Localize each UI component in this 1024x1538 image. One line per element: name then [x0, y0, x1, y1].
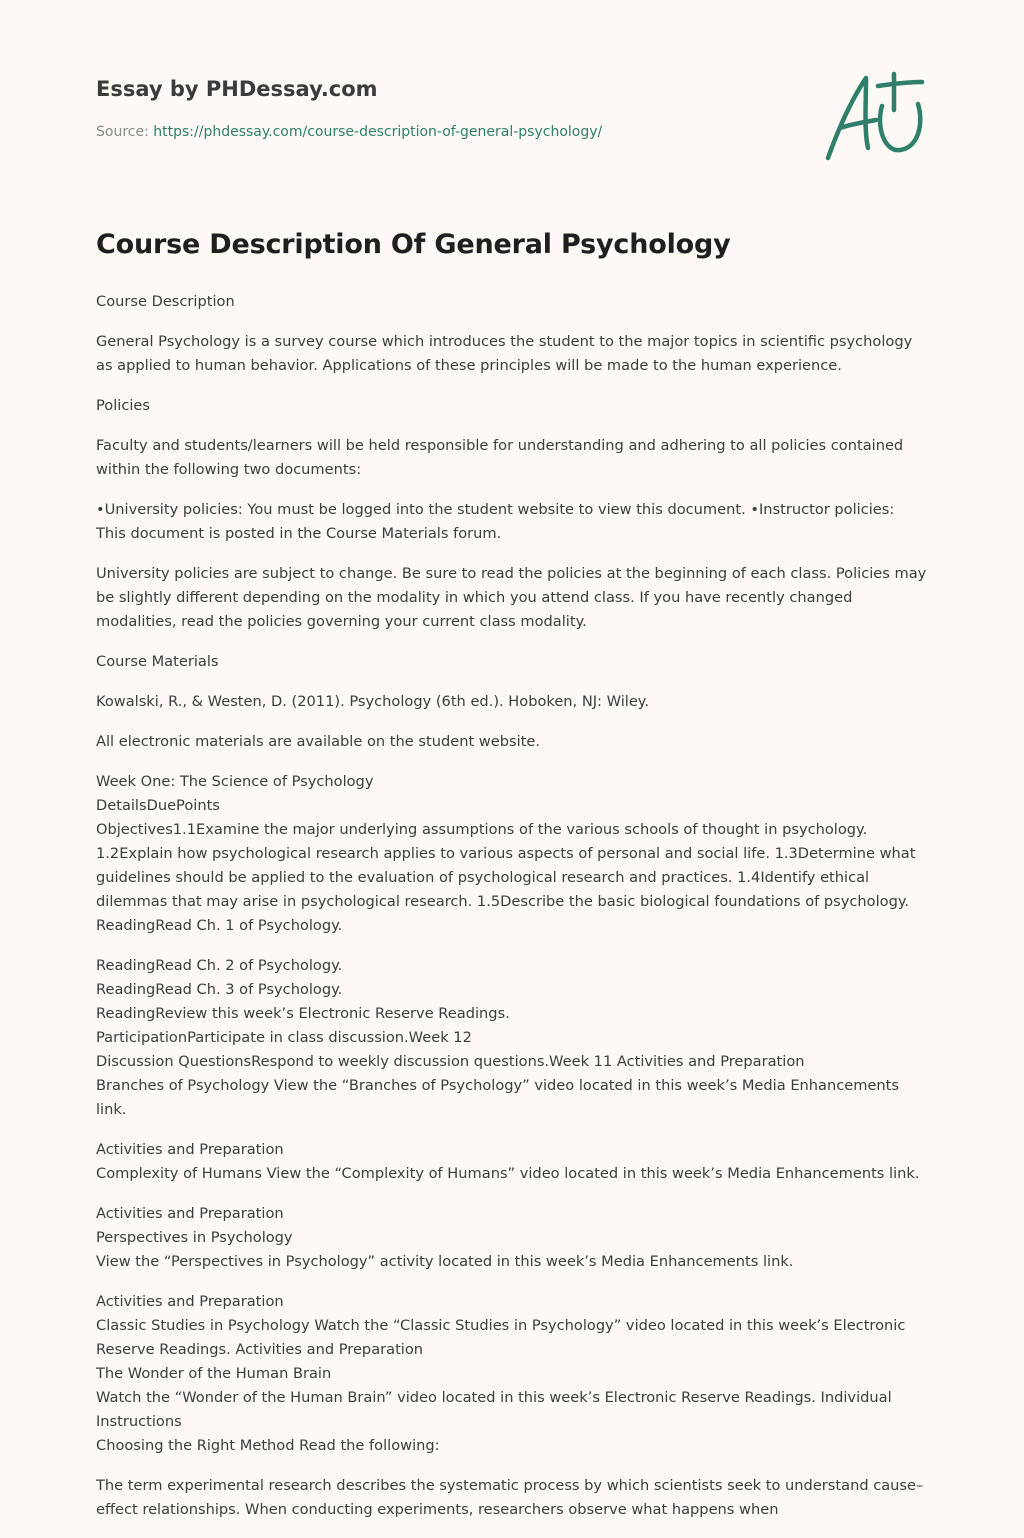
source-link[interactable]: https://phdessay.com/course-description-of-general-psychology/ — [153, 124, 603, 140]
page-header — [96, 74, 796, 142]
paragraph: Course Materials — [96, 653, 219, 670]
paragraph: Activities and Preparation Perspectives in Psychology View the “Perspectives in Psychology” activity located in this week’s Media Enhancements link. — [96, 1205, 794, 1270]
document-title: Course Description Of General Psychology — [96, 229, 731, 260]
paragraph: Faculty and students/learners will be held responsible for understanding and adhering to all policies contained within the following two documents: — [96, 437, 904, 478]
paragraph: Week One: The Science of Psychology DetailsDuePoints Objectives1.1Examine the major underlying assumptions of the various schools of thought in psychology. 1.2Explain how psychological research applies to various aspects of personal and social life. 1.3Determine what guidelines should be applied to the evaluation of psychological research and practices. 1.4Identify ethical dilemmas that may arise in psychological research. 1.5Describe the basic biological foundations of psychology. ReadingRead Ch. 1 of Psychology. — [96, 773, 916, 934]
source-line — [96, 122, 796, 142]
paragraph: The term experimental research describes the systematic process by which scientists seek to understand cause–effect relationships. When conducting experiments, researchers observe what happens when — [96, 1477, 924, 1518]
paragraph: ReadingRead Ch. 2 of Psychology. ReadingRead Ch. 3 of Psychology. ReadingReview this week’s Electronic Reserve Readings. ParticipationParticipate in class discussion.Week 12 Discussion QuestionsRespond to weekly discussion questions.Week 11 Activities and Preparation Branches of Psychology View the “Branches of Psychology” video located in this week’s Media Enhancements link. — [96, 957, 899, 1118]
site-title: Essay by PHDessay.com — [96, 77, 378, 101]
paragraph: •University policies: You must be logged into the student website to view this document. •Instructor policies: This document is posted in the Course Materials forum. — [96, 501, 895, 542]
paragraph: Activities and Preparation Classic Studies in Psychology Watch the “Classic Studies in Psychology” video located in this week’s Electronic Reserve Readings. Activities and Preparation The Wonder of the Human Brain Watch the “Wonder of the Human Brain” video located in this week’s Electronic Reserve Readings. Individual Instructions Choosing the Right Method Read the following: — [96, 1293, 906, 1454]
paragraph: All electronic materials are available on the student website. — [96, 733, 540, 750]
paragraph: Kowalski, R., & Westen, D. (2011). Psychology (6th ed.). Hoboken, NJ: Wiley. — [96, 693, 649, 710]
paragraph: General Psychology is a survey course which introduces the student to the major topics in scientific psychology as applied to human behavior. Applications of these principles will be made to the human experience. — [96, 333, 913, 374]
paragraph: Activities and Preparation Complexity of Humans View the “Complexity of Humans” video located in this week’s Media Enhancements link. — [96, 1141, 920, 1182]
paragraph: Policies — [96, 397, 150, 414]
paragraph: Course Description — [96, 293, 235, 310]
paragraph: University policies are subject to change. Be sure to read the policies at the beginning of each class. Policies may be slightly different depending on the modality in which you attend class. If you have recently changed modalities, read the policies governing your current class modality. — [96, 565, 927, 630]
source-label: Source: — [96, 124, 154, 140]
a-plus-logo-icon — [822, 68, 932, 166]
document-body — [96, 226, 928, 1538]
